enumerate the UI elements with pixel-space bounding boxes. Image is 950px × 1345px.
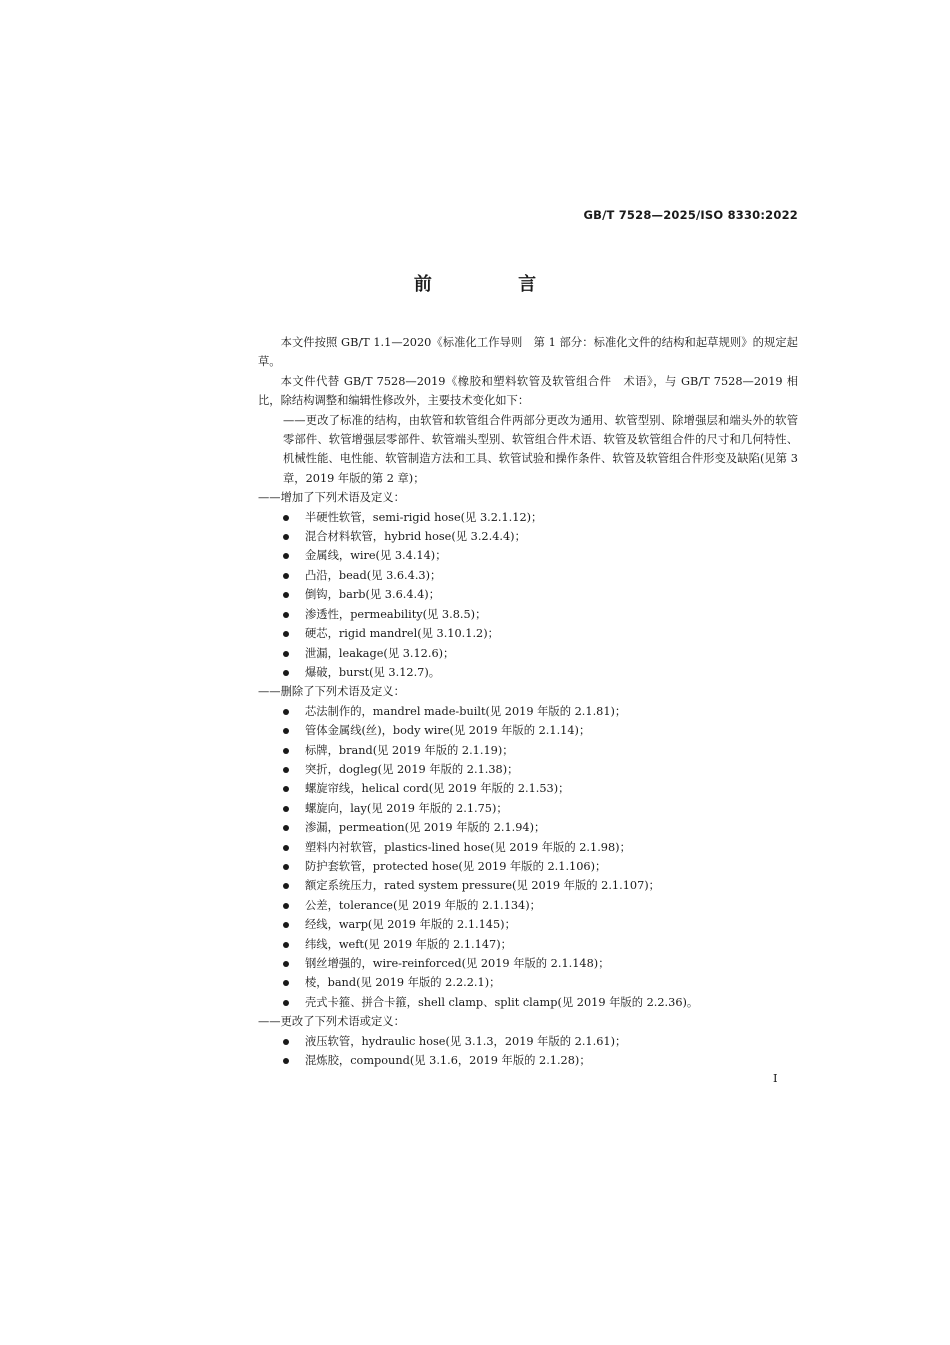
list-item: 突折，dogleg(见 2019 年版的 2.1.38)； (258, 760, 798, 779)
list-item: 额定系统压力，rated system pressure(见 2019 年版的 2.1.107)； (258, 876, 798, 895)
list-item: 渗漏，permeation(见 2019 年版的 2.1.94)； (258, 818, 798, 837)
bullet-icon (283, 786, 289, 792)
bullet-icon (283, 709, 289, 715)
list-item: 钢丝增强的，wire-reinforced(见 2019 年版的 2.1.148)； (258, 954, 798, 973)
list-item: 塑料内衬软管，plastics-lined hose(见 2019 年版的 2.1.98)； (258, 838, 798, 857)
list-item: 壳式卡箍、拼合卡箍，shell clamp、split clamp(见 2019 年版的 2.2.36)。 (258, 993, 798, 1012)
bullet-icon (283, 631, 289, 637)
bullet-icon (283, 670, 289, 676)
bullet-icon (283, 767, 289, 773)
bullet-icon (283, 806, 289, 812)
list-item: 芯法制作的，mandrel made-built(见 2019 年版的 2.1.81)； (258, 702, 798, 721)
changed-terms-heading: ——更改了下列术语或定义： (258, 1015, 405, 1029)
list-item: 液压软管，hydraulic hose(见 3.1.3，2019 年版的 2.1.61)； (258, 1032, 798, 1051)
list-item: 凸沿，bead(见 3.6.4.3)； (258, 566, 798, 585)
list-item: 标牌，brand(见 2019 年版的 2.1.19)； (258, 741, 798, 760)
bullet-icon (283, 728, 289, 734)
bullet-icon (283, 592, 289, 598)
paragraph-replacement: 本文件代替 GB/T 7528—2019《橡胶和塑料软管及软管组合件 术语》，与 GB/T 7528—2019 相比，除结构调整和编辑性修改外，主要技术变化如下： (258, 374, 798, 408)
bullet-icon (283, 1039, 289, 1045)
document-code: GB/T 7528—2025/ISO 8330:2022 (583, 208, 798, 222)
list-item: 纬线，weft(见 2019 年版的 2.1.147)； (258, 935, 798, 954)
bullet-icon (283, 980, 289, 986)
bullet-icon (283, 903, 289, 909)
list-item: 倒钩，barb(见 3.6.4.4)； (258, 585, 798, 604)
bullet-icon (283, 748, 289, 754)
list-item: 棱，band(见 2019 年版的 2.2.2.1)； (258, 973, 798, 992)
bullet-icon (283, 534, 289, 540)
bullet-icon (283, 845, 289, 851)
list-item: 渗透性，permeability(见 3.8.5)； (258, 605, 798, 624)
bullet-icon (283, 961, 289, 967)
bullet-icon (283, 651, 289, 657)
deleted-terms-list (258, 702, 798, 1013)
bullet-icon (283, 1000, 289, 1006)
bullet-icon (283, 573, 289, 579)
page-number: I (773, 1071, 778, 1085)
list-item: 金属线，wire(见 3.4.14)； (258, 546, 798, 565)
list-item: 螺旋帘线，helical cord(见 2019 年版的 2.1.53)； (258, 779, 798, 798)
list-item: 螺旋向，lay(见 2019 年版的 2.1.75)； (258, 799, 798, 818)
list-item: 泄漏，leakage(见 3.12.6)； (258, 644, 798, 663)
bullet-icon (283, 864, 289, 870)
added-terms-heading: ——增加了下列术语及定义： (258, 491, 405, 505)
page-title: 前 言 (413, 274, 577, 295)
list-item: 混炼胶，compound(见 3.1.6，2019 年版的 2.1.28)； (258, 1051, 798, 1070)
bullet-icon (283, 515, 289, 521)
change-structure-item: ——更改了标准的结构，由软管和软管组合件两部分更改为通用、软管型别、除增强层和端头外的软管零部件、软管增强层零部件、软管端头型别、软管组合件术语、软管及软管组合件的尺寸和几何特性、机械性能、电性能、软管制造方法和工具、软管试验和操作条件、软管及软管组合件形变及缺陷(见第 3 章，2019 年版的第 2 章)； (283, 413, 798, 485)
list-item: 管体金属线(丝)，body wire(见 2019 年版的 2.1.14)； (258, 721, 798, 740)
bullet-icon (283, 1058, 289, 1064)
list-item: 硬芯，rigid mandrel(见 3.10.1.2)； (258, 624, 798, 643)
list-item: 防护套软管，protected hose(见 2019 年版的 2.1.106)； (258, 857, 798, 876)
paragraph-drafting-rules: 本文件按照 GB/T 1.1—2020《标准化工作导则 第 1 部分：标准化文件的结构和起草规则》的规定起草。 (258, 336, 798, 369)
deleted-terms-heading: ——删除了下列术语及定义： (258, 685, 405, 699)
list-item: 公差，tolerance(见 2019 年版的 2.1.134)； (258, 896, 798, 915)
bullet-icon (283, 825, 289, 831)
foreword-body (258, 333, 798, 1070)
list-item: 混合材料软管，hybrid hose(见 3.2.4.4)； (258, 527, 798, 546)
bullet-icon (283, 922, 289, 928)
list-item: 半硬性软管，semi-rigid hose(见 3.2.1.12)； (258, 508, 798, 527)
bullet-icon (283, 883, 289, 889)
list-item: 经线，warp(见 2019 年版的 2.1.145)； (258, 915, 798, 934)
bullet-icon (283, 612, 289, 618)
bullet-icon (283, 553, 289, 559)
list-item: 爆破，burst(见 3.12.7)。 (258, 663, 798, 682)
changed-terms-list (258, 1032, 798, 1071)
added-terms-list (258, 508, 798, 683)
bullet-icon (283, 942, 289, 948)
